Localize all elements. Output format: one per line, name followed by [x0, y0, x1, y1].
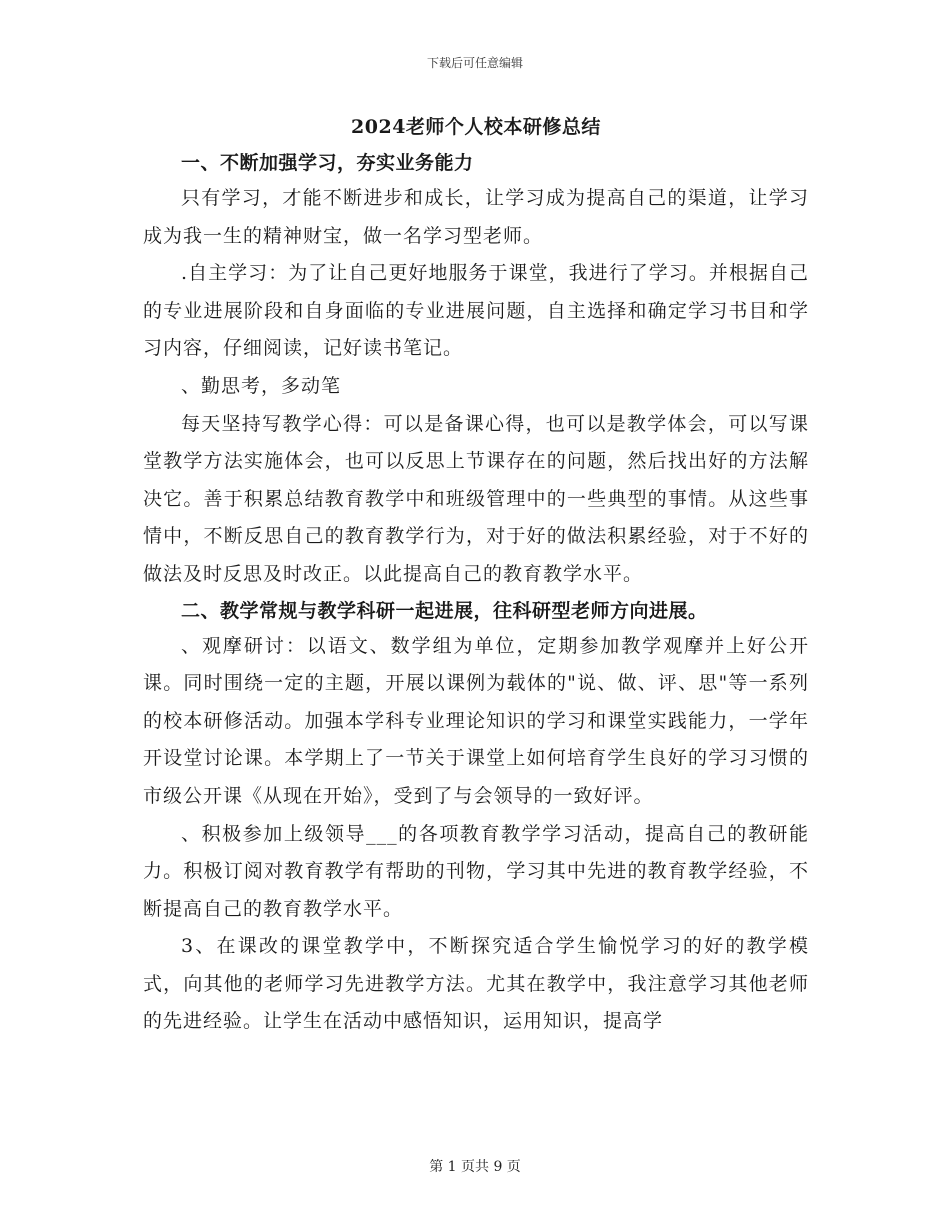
paragraph: 3、在课改的课堂教学中，不断探究适合学生愉悦学习的好的教学模式，向其他的老师学习先进教学方法。尤其在教学中，我注意学习其他老师的先进经验。让学生在活动中感悟知识，运用知识，提高学	[143, 935, 809, 1033]
section-heading: 二、教学常规与教学科研一起进展，往科研型老师方向进展。	[181, 599, 708, 622]
header-note: 下载后可任意编辑	[426, 56, 523, 70]
section-heading: 一、不断加强学习，夯实业务能力	[181, 152, 474, 174]
paragraph: 、积极参加上级领导___的各项教育教学学习活动，提高自己的教研能力。积极订阅对教育教学有帮助的刊物，学习其中先进的教育教学经验，不断提高自己的教育教学水平。	[143, 822, 809, 920]
document-title: 2024老师个人校本研修总结	[351, 116, 601, 138]
paragraph: 、勤思考，多动笔	[181, 374, 342, 397]
paragraph: .自主学习：为了让自己更好地服务于课堂，我进行了学习。并根据自己的专业进展阶段和自身面临的专业进展问题，自主选择和确定学习书目和学习内容，仔细阅读，记好读书笔记。	[143, 262, 809, 360]
paragraph: 每天坚持写教学心得：可以是备课心得，也可以是教学体会，可以写课堂教学方法实施体会，也可以反思上节课存在的问题，然后找出好的方法解决它。善于积累总结教育教学中和班级管理中的一些典型的事情。从这些事情中，不断反思自己的教育教学行为，对于好的做法积累经验，对于不好的做法及时反思及时改正。以此提高自己的教育教学水平。	[143, 412, 809, 585]
page-number: 第 1 页共 9 页	[429, 1159, 521, 1175]
section-2	[143, 594, 809, 1042]
document-body	[143, 112, 809, 1041]
paragraph: 只有学习，才能不断进步和成长，让学习成为提高自己的渠道，让学习成为我一生的精神财宝，做一名学习型老师。	[143, 187, 809, 247]
section-1	[143, 146, 809, 594]
paragraph: 、观摩研讨：以语文、数学组为单位，定期参加教学观摩并上好公开课。同时围绕一定的主题，开展以课例为载体的"说、做、评、思"等一系列的校本研修活动。加强本学科专业理论知识的学习和课堂实践能力，一学年开设堂讨论课。本学期上了一节关于课堂上如何培育学生良好的学习习惯的市级公开课《从现在开始》，受到了与会领导的一致好评。	[143, 634, 809, 807]
